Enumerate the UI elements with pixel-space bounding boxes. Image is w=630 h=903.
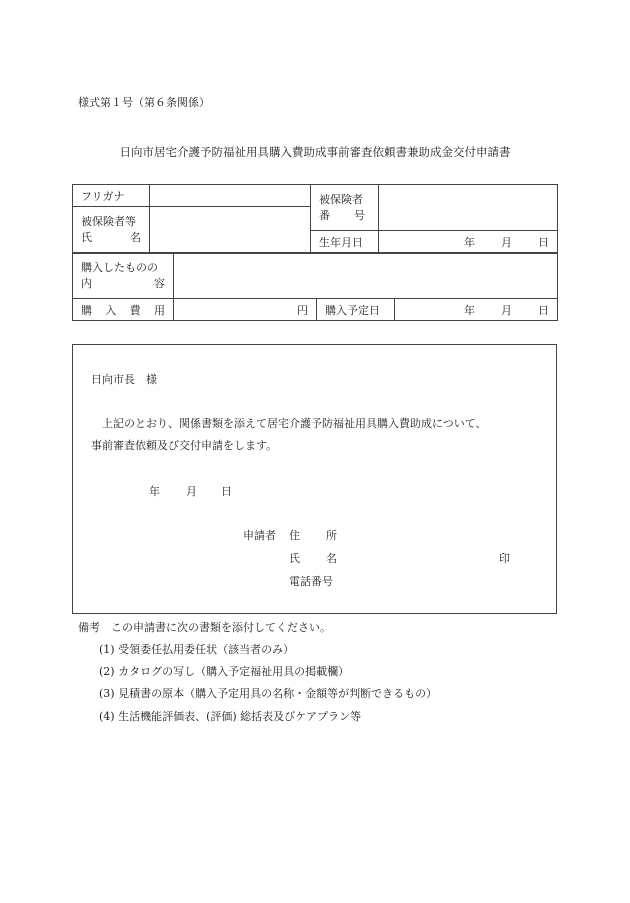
application-date-year: 年 xyxy=(149,485,160,498)
statement-line-1: 上記のとおり、関係書類を添えて居宅介護予防福祉用具購入費助成について、 xyxy=(102,417,487,430)
notes-heading: 備考 この申請書に次の書類を添付してください。 xyxy=(78,621,331,634)
furigana-field[interactable] xyxy=(150,185,311,207)
address-label-2: 所 xyxy=(326,529,337,542)
note-item: (4) 生活機能評価表、(評価) 総括表及びケアプラン等 xyxy=(99,710,362,723)
application-date-month: 月 xyxy=(186,485,197,498)
form-title: 日向市居宅介護予防福祉用具購入費助成事前審査依頼書兼助成金交付申請書 xyxy=(119,145,511,159)
phone-label: 電話番号 xyxy=(289,575,333,588)
dob-label: 生年月日 xyxy=(311,231,379,253)
name-label-1: 氏 xyxy=(289,552,300,565)
addressee: 日向市長 様 xyxy=(91,373,157,386)
note-item: (2) カタログの写し（購入予定福祉用具の掲載欄） xyxy=(99,665,350,678)
insured-number-label: 被保険者 番 号 xyxy=(311,185,379,231)
purchase-item-label: 購入したものの 内 容 xyxy=(73,254,174,299)
form-number: 様式第１号（第６条関係） xyxy=(78,96,210,109)
applicant-info-table xyxy=(72,184,558,253)
note-item: (3) 見積書の原本（購入予定用具の名称・金額等が判断できるもの） xyxy=(99,687,438,700)
insured-name-label: 被保険者等 氏 名 xyxy=(73,207,150,253)
address-label-1: 住 xyxy=(289,529,300,542)
insured-number-field[interactable] xyxy=(379,185,558,231)
furigana-label: フリガナ xyxy=(73,185,150,207)
seal-mark: 印 xyxy=(499,552,510,565)
purchase-item-field[interactable] xyxy=(174,254,558,299)
statement-line-2: 事前審査依頼及び交付申請をします。 xyxy=(91,439,278,452)
insured-name-field[interactable] xyxy=(150,207,311,253)
purchase-cost-field[interactable]: 円 xyxy=(174,299,317,321)
applicant-label: 申請者 xyxy=(243,529,276,542)
planned-date-field[interactable]: 年 月 日 xyxy=(395,299,558,321)
application-date-day: 日 xyxy=(221,485,232,498)
purchase-info-table xyxy=(72,253,558,321)
purchase-cost-label: 購 入 費 用 xyxy=(73,299,174,321)
name-label-2: 名 xyxy=(326,552,337,565)
planned-date-label: 購入予定日 xyxy=(317,299,395,321)
dob-field[interactable]: 年 月 日 xyxy=(379,231,558,253)
note-item: (1) 受領委任払用委任状（該当者のみ） xyxy=(99,643,295,656)
